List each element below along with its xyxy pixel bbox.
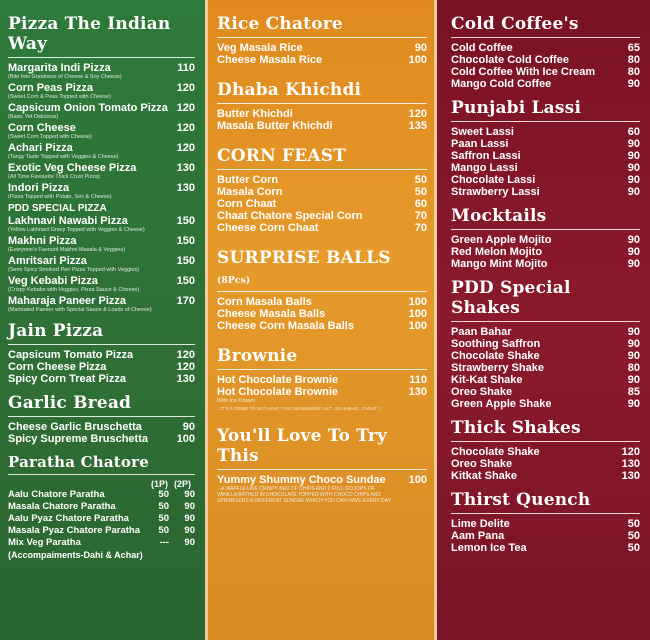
item-list	[451, 42, 640, 90]
item-price: 50	[627, 542, 640, 554]
item-price: 90	[414, 42, 427, 54]
section-thirst	[451, 490, 640, 554]
menu-item	[451, 174, 640, 186]
menu-item	[217, 320, 427, 332]
item-list	[8, 215, 195, 313]
item-list	[451, 446, 640, 482]
item-price: 130	[176, 373, 195, 385]
item-list	[8, 421, 195, 445]
item-description: With Ice Cream	[217, 398, 255, 404]
item-price: 130	[176, 162, 195, 174]
item-price: 150	[176, 255, 195, 267]
menu-item	[451, 326, 640, 338]
section-title: Mocktails	[451, 206, 547, 226]
menu-item	[451, 338, 640, 350]
item-name: Mango Cold Coffee	[451, 78, 552, 90]
divider	[451, 121, 640, 122]
item-price: 120	[176, 102, 195, 114]
section-title: CORN FEAST	[217, 146, 347, 166]
item-price: 50	[414, 174, 427, 186]
item-price: 80	[627, 54, 640, 66]
item-list	[451, 326, 640, 410]
item-name: Aam Pana	[451, 530, 505, 542]
item-name: Kitkat Shake	[451, 470, 518, 482]
item-name: Cheese Masala Rice	[217, 54, 323, 66]
item-name: Aalu Chatore Paratha	[8, 489, 105, 500]
section-thick	[451, 418, 640, 482]
divider	[217, 103, 427, 104]
menu-item	[8, 537, 195, 549]
section-balls	[217, 248, 427, 332]
menu-item	[8, 142, 195, 154]
item-name: Cold Coffee	[451, 42, 513, 54]
item-price: 90	[627, 138, 640, 150]
item-description: (Crispy Kebabs with Veggies, Pizza Sauce & Cheese)	[8, 287, 140, 293]
item-price: 100	[176, 433, 195, 445]
menu-item	[451, 350, 640, 362]
section-title: Punjabi Lassi	[451, 98, 582, 118]
menu-item	[8, 255, 195, 267]
item-name: Exotic Veg Cheese Pizza	[8, 162, 137, 174]
divider	[451, 513, 640, 514]
item-price: 120	[621, 446, 640, 458]
menu-item	[217, 222, 427, 234]
menu-item	[8, 162, 195, 174]
item-price-1p: ---	[159, 537, 169, 548]
item-price: 150	[176, 235, 195, 247]
divider	[8, 474, 195, 475]
item-name: Lime Delite	[451, 518, 510, 530]
item-name: Butter Khichdi	[217, 108, 293, 120]
section-mocktails	[451, 206, 640, 270]
menu-item	[451, 186, 640, 198]
divider	[217, 169, 427, 170]
item-price: 90	[627, 150, 640, 162]
item-name: Spicy Corn Treat Pizza	[8, 373, 126, 385]
item-name: Paan Lassi	[451, 138, 509, 150]
divider	[451, 229, 640, 230]
item-price: 60	[627, 126, 640, 138]
item-price-1p: 50	[158, 489, 169, 500]
item-price: 80	[627, 362, 640, 374]
divider	[451, 441, 640, 442]
item-name: Lemon Ice Tea	[451, 542, 527, 554]
item-price: 65	[627, 42, 640, 54]
menu-item	[217, 308, 427, 320]
menu-item	[451, 374, 640, 386]
menu-item	[451, 234, 640, 246]
menu-item	[451, 126, 640, 138]
item-name: Chaat Chatore Special Corn	[217, 210, 363, 222]
price-column-headers	[8, 479, 195, 489]
item-list	[217, 474, 427, 486]
menu-item	[217, 474, 427, 486]
pieces-note: (8Pcs)	[217, 276, 251, 286]
menu-item	[8, 433, 195, 445]
menu-item	[451, 246, 640, 258]
item-price: 100	[408, 54, 427, 66]
section-cold-coffee	[451, 14, 640, 90]
item-price: 90	[182, 421, 195, 433]
item-name: Aalu Pyaz Chatore Paratha	[8, 513, 129, 524]
item-name: Corn Cheese	[8, 122, 76, 134]
section-brownie	[217, 346, 427, 412]
item-name: Cheese Corn Chaat	[217, 222, 319, 234]
item-name: Cold Coffee With Ice Cream	[451, 66, 596, 78]
menu-item	[217, 296, 427, 308]
divider	[217, 37, 427, 38]
brownie-note: ...IT'S A CRIME TO NOT HAVE THIS ON DESSERT LIST...SO AHEAD...CHEAT :)	[217, 406, 381, 411]
section-title: Thick Shakes	[451, 418, 581, 438]
item-price-2p: 90	[184, 501, 195, 512]
item-description: (Sweet Corn & Peas Topped with Cheese)	[8, 94, 111, 100]
item-price: 120	[176, 122, 195, 134]
item-name: Chocolate Shake	[451, 350, 540, 362]
item-name: Corn Masala Balls	[217, 296, 312, 308]
item-description: (Bite Into Goodness of Cheese & Soy Cheese)	[8, 74, 122, 80]
subsection-title: PDD SPECIAL PIZZA	[8, 203, 107, 214]
section-rice	[217, 14, 427, 66]
item-price: 50	[414, 186, 427, 198]
item-name: Masala Corn	[217, 186, 283, 198]
item-name: Veg Kebabi Pizza	[8, 275, 98, 287]
item-name: Chocolate Cold Coffee	[451, 54, 569, 66]
menu-item	[451, 54, 640, 66]
item-price: 110	[177, 62, 195, 74]
item-price: 90	[627, 398, 640, 410]
item-list	[451, 518, 640, 554]
menu-item	[217, 374, 427, 386]
item-price: 150	[176, 275, 195, 287]
item-name: Mango Lassi	[451, 162, 518, 174]
section-love	[217, 426, 427, 504]
section-title: Paratha Chatore	[8, 453, 149, 471]
section-paratha	[8, 453, 195, 561]
item-price: 90	[627, 246, 640, 258]
item-price: 90	[627, 258, 640, 270]
item-price: 70	[414, 222, 427, 234]
sundae-description: ...A WAFFLE LIKE CRISPY BED OF CHIPS AND 2 FULL SCOOPS OF VANILLA BATHED IN CHOCOLATE TOPPED WITH CHOCO CHIPS AND SPRINKLERS A DIFFERENT SUNDAE WHICH YOU CAN HAVE EVERY DAY	[217, 486, 391, 504]
item-name: Hot Chocolate Brownie	[217, 374, 339, 386]
menu-item	[8, 82, 195, 94]
item-list	[217, 174, 427, 234]
divider	[451, 321, 640, 322]
item-name: Cheese Masala Balls	[217, 308, 326, 320]
item-name: Yummy Shummy Choco Sundae	[217, 474, 386, 486]
section-title: Rice Chatore	[217, 14, 343, 34]
item-list	[8, 62, 195, 200]
menu-item	[451, 446, 640, 458]
item-price: 150	[176, 215, 195, 227]
red-column	[437, 0, 650, 640]
item-price: 100	[408, 296, 427, 308]
item-list	[217, 42, 427, 66]
menu-item	[8, 122, 195, 134]
item-price: 120	[176, 142, 195, 154]
item-name: Capsicum Tomato Pizza	[8, 349, 134, 361]
item-price: 90	[627, 174, 640, 186]
item-price: 90	[627, 162, 640, 174]
menu-item	[8, 525, 195, 537]
item-price: 170	[176, 295, 195, 307]
item-description: (Yellow Lakhnavi Gravy Topped with Veggies & Cheese)	[8, 227, 145, 233]
menu-item	[451, 258, 640, 270]
section-corn	[217, 146, 427, 234]
item-name: Corn Cheese Pizza	[8, 361, 107, 373]
divider	[217, 369, 427, 370]
column-1p: (1P)	[150, 479, 168, 489]
item-name: Capsicum Onion Tomato Pizza	[8, 102, 168, 114]
item-name: Sweet Lassi	[451, 126, 514, 138]
item-name: Makhni Pizza	[8, 235, 77, 247]
divider	[8, 57, 195, 58]
item-list	[217, 108, 427, 132]
menu-item	[217, 186, 427, 198]
item-price: 90	[627, 326, 640, 338]
item-price-1p: 50	[158, 513, 169, 524]
item-name: Veg Masala Rice	[217, 42, 303, 54]
divider	[8, 416, 195, 417]
menu-item	[451, 470, 640, 482]
menu-item	[451, 66, 640, 78]
item-price: 120	[176, 361, 195, 373]
item-price: 80	[627, 66, 640, 78]
menu-item	[451, 138, 640, 150]
accompaniment-note: (Accompaiments-Dahi & Achar)	[8, 550, 143, 560]
item-description: (Everyone's Favourit Makhni Masala & Veggies)	[8, 247, 125, 253]
item-price-2p: 90	[184, 537, 195, 548]
item-name: Corn Chaat	[217, 198, 277, 210]
menu-item	[8, 102, 195, 114]
menu-item	[217, 120, 427, 132]
item-name: Indori Pizza	[8, 182, 70, 194]
item-price: 90	[627, 186, 640, 198]
item-name: Saffron Lassi	[451, 150, 521, 162]
item-name: Strawberry Shake	[451, 362, 544, 374]
menu-item	[451, 362, 640, 374]
item-price: 120	[408, 108, 427, 120]
item-price: 50	[627, 518, 640, 530]
section-title: Jain Pizza	[8, 321, 104, 341]
item-list	[217, 296, 427, 332]
item-description: (Semi Spicy Smoked Peri Pizza Topped with Veggies)	[8, 267, 140, 273]
menu-item	[217, 174, 427, 186]
menu-item	[451, 518, 640, 530]
menu-item	[217, 210, 427, 222]
item-name: Oreo Shake	[451, 386, 513, 398]
item-name: Maharaja Paneer Pizza	[8, 295, 127, 307]
item-name: Kit-Kat Shake	[451, 374, 523, 386]
item-price: 85	[627, 386, 640, 398]
item-name: Lakhnavi Nawabi Pizza	[8, 215, 128, 227]
item-list	[8, 489, 195, 549]
menu-item	[8, 215, 195, 227]
section-title: PDD Special Shakes	[451, 278, 571, 318]
section-garlic-bread	[8, 393, 195, 445]
item-price: 100	[408, 320, 427, 332]
item-name: Soothing Saffron	[451, 338, 541, 350]
item-name: Green Apple Mojito	[451, 234, 552, 246]
item-description: (Pizza Topped with Potato, Sev & Cheese)	[8, 194, 112, 200]
column-2p: (2P)	[173, 479, 191, 489]
section-title: Thirst Quench	[451, 490, 591, 510]
item-price: 110	[409, 374, 427, 386]
section-title: Garlic Bread	[8, 393, 132, 413]
menu-item	[217, 54, 427, 66]
section-title-text: SURPRISE BALLS	[217, 248, 391, 268]
item-name: Chocolate Shake	[451, 446, 540, 458]
item-description: (Tangy Taste Topped with Veggies & Cheese)	[8, 154, 119, 160]
section-pizza-indian	[8, 14, 195, 313]
item-price: 130	[408, 386, 427, 398]
item-name: Red Melon Mojito	[451, 246, 543, 258]
section-title: Pizza The Indian Way	[8, 14, 171, 54]
item-price: 90	[627, 350, 640, 362]
item-list	[217, 374, 427, 404]
menu-item	[451, 162, 640, 174]
section-title: You'll Love To Try This	[217, 426, 388, 466]
item-description: (Basic Yet Delicious)	[8, 114, 59, 120]
section-jain-pizza	[8, 321, 195, 385]
item-price: 130	[621, 470, 640, 482]
menu-item	[8, 501, 195, 513]
item-name: Cheese Garlic Bruschetta	[8, 421, 142, 433]
menu-item	[217, 386, 427, 398]
menu-item	[451, 78, 640, 90]
item-price-1p: 50	[158, 525, 169, 536]
menu-item	[8, 295, 195, 307]
menu-item	[217, 108, 427, 120]
divider	[8, 344, 195, 345]
orange-column	[205, 0, 437, 640]
menu-item	[8, 513, 195, 525]
item-name: Mix Veg Paratha	[8, 537, 81, 548]
item-price-2p: 90	[184, 489, 195, 500]
item-price: 130	[176, 182, 195, 194]
item-description: (All Time Favourite Thick Crust Pizza)	[8, 174, 100, 180]
item-name: Paan Bahar	[451, 326, 512, 338]
item-name: Chocolate Lassi	[451, 174, 536, 186]
menu-item	[8, 349, 195, 361]
item-price: 100	[408, 308, 427, 320]
menu-item	[8, 62, 195, 74]
item-name: Strawberry Lassi	[451, 186, 540, 198]
menu-item	[451, 398, 640, 410]
item-description: (Marinated Paneer with Special Sauce & Loads of Cheese)	[8, 307, 152, 313]
item-price: 120	[176, 82, 195, 94]
menu-item	[451, 458, 640, 470]
section-khichdi	[217, 80, 427, 132]
menu-item	[8, 182, 195, 194]
menu-item	[8, 275, 195, 287]
item-name: Mango Mint Mojito	[451, 258, 548, 270]
section-title: Brownie	[217, 346, 298, 366]
section-title: Dhaba Khichdi	[217, 80, 362, 100]
item-name: Green Apple Shake	[451, 398, 552, 410]
item-price: 60	[414, 198, 427, 210]
menu-item	[451, 530, 640, 542]
menu-item	[8, 235, 195, 247]
item-price: 130	[621, 458, 640, 470]
item-price-2p: 90	[184, 525, 195, 536]
item-price: 50	[627, 530, 640, 542]
menu-item	[8, 361, 195, 373]
menu-item	[451, 150, 640, 162]
item-price: 120	[176, 349, 195, 361]
item-price: 100	[408, 474, 427, 486]
menu-item	[217, 42, 427, 54]
item-price-1p: 50	[158, 501, 169, 512]
item-name: Hot Chocolate Brownie	[217, 386, 339, 398]
item-name: Masala Pyaz Chatore Paratha	[8, 525, 141, 536]
item-price: 90	[627, 234, 640, 246]
item-name: Masala Butter Khichdi	[217, 120, 333, 132]
section-title: Cold Coffee's	[451, 14, 579, 34]
item-name: Spicy Supreme Bruschetta	[8, 433, 148, 445]
green-column	[0, 0, 205, 640]
item-name: Cheese Corn Masala Balls	[217, 320, 354, 332]
item-price: 70	[414, 210, 427, 222]
divider	[217, 469, 427, 470]
item-list	[451, 234, 640, 270]
section-shakes	[451, 278, 640, 410]
item-name: Oreo Shake	[451, 458, 513, 470]
item-price: 90	[627, 78, 640, 90]
section-title	[217, 248, 427, 288]
divider	[451, 37, 640, 38]
item-name: Masala Chatore Paratha	[8, 501, 116, 512]
menu-item	[451, 542, 640, 554]
menu-item	[217, 198, 427, 210]
item-price-2p: 90	[184, 513, 195, 524]
item-price: 135	[408, 120, 427, 132]
item-price: 90	[627, 338, 640, 350]
divider	[217, 291, 427, 292]
item-name: Corn Peas Pizza	[8, 82, 93, 94]
item-name: Margarita Indi Pizza	[8, 62, 111, 74]
menu-item	[8, 489, 195, 501]
item-list	[451, 126, 640, 198]
section-lassi	[451, 98, 640, 198]
item-description: (Sweet Corn Topped with Cheese)	[8, 134, 92, 140]
item-price: 90	[627, 374, 640, 386]
item-name: Amritsari Pizza	[8, 255, 87, 267]
menu-item	[8, 421, 195, 433]
menu-item	[451, 42, 640, 54]
menu-item	[451, 386, 640, 398]
item-list	[8, 349, 195, 385]
item-name: Butter Corn	[217, 174, 279, 186]
item-name: Achari Pizza	[8, 142, 73, 154]
menu-item	[8, 373, 195, 385]
